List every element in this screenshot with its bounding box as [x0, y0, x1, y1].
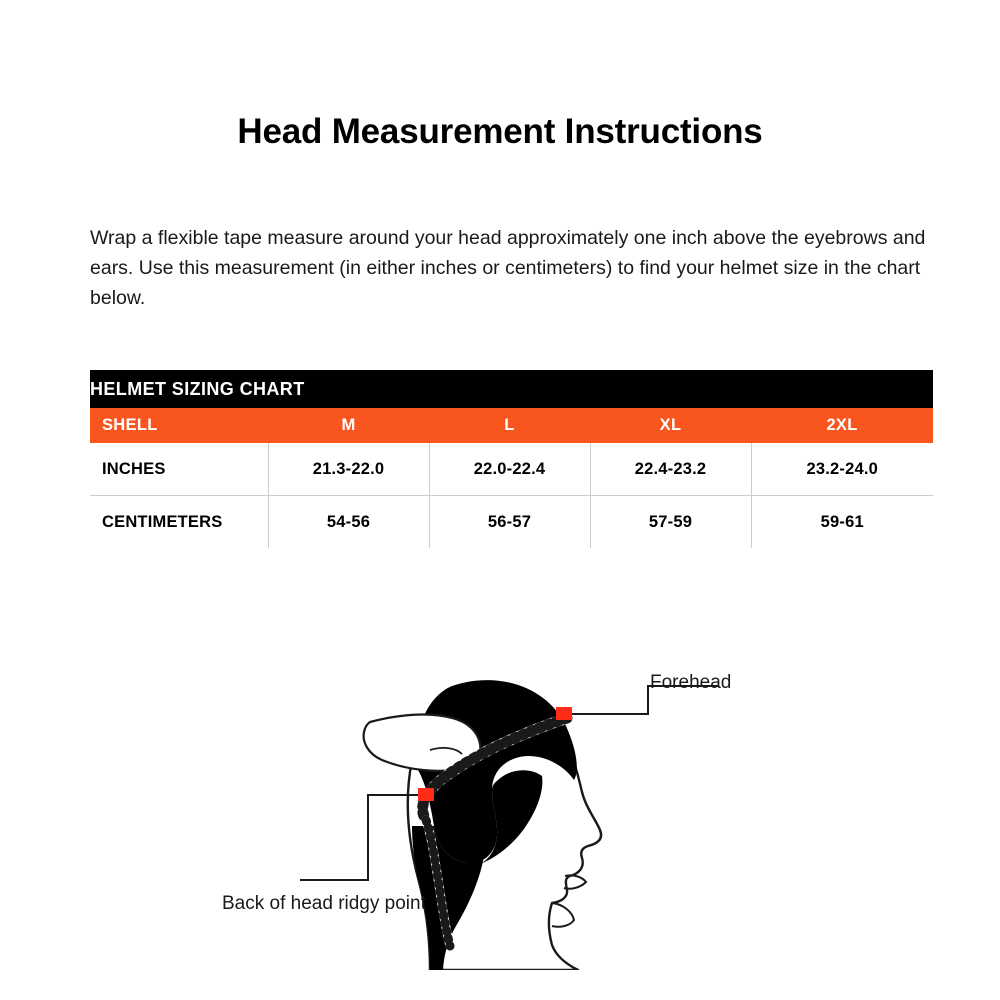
- page-title: Head Measurement Instructions: [237, 112, 763, 151]
- helmet-sizing-table: [90, 370, 933, 548]
- cell-cm-l: 56-57: [429, 496, 590, 549]
- table-title-row: [90, 370, 933, 408]
- cell-inches-m: 21.3-22.0: [268, 443, 429, 496]
- back-of-head-label: Back of head ridgy point: [222, 893, 426, 914]
- head-diagram-svg: [0, 630, 1000, 970]
- cell-inches-2xl: 23.2-24.0: [751, 443, 933, 496]
- column-header-l: L: [429, 408, 590, 443]
- head-measurement-illustration: [0, 630, 1000, 970]
- row-label-centimeters: CENTIMETERS: [90, 496, 268, 549]
- cell-cm-xl: 57-59: [590, 496, 751, 549]
- forehead-label: Forehead: [650, 672, 732, 693]
- column-header-m: M: [268, 408, 429, 443]
- table-column-header-row: [90, 408, 933, 443]
- cell-cm-2xl: 59-61: [751, 496, 933, 549]
- row-label-inches: INCHES: [90, 443, 268, 496]
- cell-inches-l: 22.0-22.4: [429, 443, 590, 496]
- column-header-shell: SHELL: [90, 408, 268, 443]
- column-header-xl: XL: [590, 408, 751, 443]
- helmet-sizing-table-wrapper: [90, 370, 933, 548]
- cell-inches-xl: 22.4-23.2: [590, 443, 751, 496]
- cell-cm-m: 54-56: [268, 496, 429, 549]
- table-row: [90, 496, 933, 549]
- instructions-paragraph: Wrap a flexible tape measure around your head approximately one inch above the eyebrows and ears. Use this measurement (in either inches or centimeters) to find your helmet size in the chart below.: [90, 226, 926, 309]
- table-title-cell: HELMET SIZING CHART: [90, 370, 933, 408]
- column-header-2xl: 2XL: [751, 408, 933, 443]
- table-row: [90, 443, 933, 496]
